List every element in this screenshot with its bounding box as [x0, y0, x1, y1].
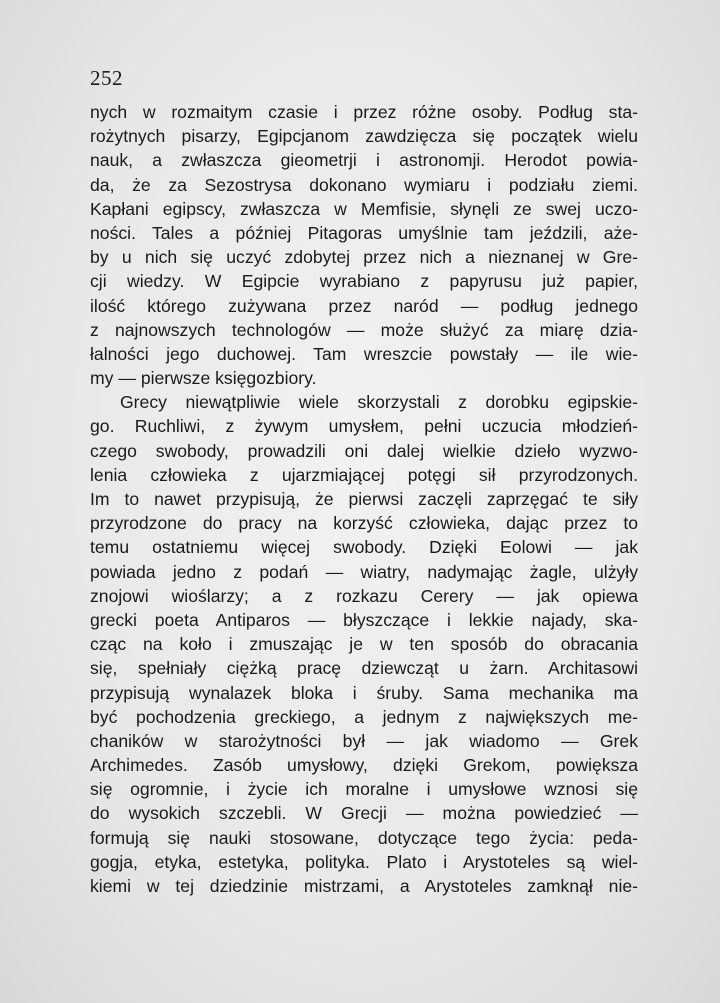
text-line: Kapłani egipscy, zwłaszcza w Memfisie, słynęli ze swej uczo- — [90, 198, 638, 219]
text-line: my — pierwsze księgozbiory. — [90, 368, 317, 389]
text-line: ilość którego zużywana przez naród — podług jednego — [90, 295, 638, 316]
text-line: cji wiedzy. W Egipcie wyrabiano z papyrusu już papier, — [90, 271, 638, 292]
paragraph — [90, 390, 638, 898]
text-line: się ogromnie, i życie ich moralne i umysłowe wznosi się — [90, 779, 638, 800]
text-line: da, że za Sezostrysa dokonano wymiaru i podziału ziemi. — [90, 174, 638, 195]
text-line: ności. Tales a później Pitagoras umyślnie tam jeździli, aże- — [90, 222, 638, 243]
text-line: łalności jego duchowej. Tam wreszcie powstały — ile wie- — [90, 343, 638, 364]
text-line: znojowi wioślarzy; a z rozkazu Cerery — jak opiewa — [90, 585, 638, 606]
text-line: nauk, a zwłaszcza gieometrji i astronomji. Herodot powia- — [90, 150, 638, 171]
text-line: gogja, etyka, estetyka, polityka. Plato i Arystoteles są wiel- — [90, 851, 638, 872]
text-line: temu ostatniemu więcej swobody. Dzięki Eolowi — jak — [90, 537, 638, 558]
text-line: by u nich się uczyć zdobytej przez nich a nieznanej w Gre- — [90, 247, 638, 268]
text-line: z najnowszych technologów — może służyć za miarę dzia- — [90, 319, 638, 340]
text-line: kiemi w tej dziedzinie mistrzami, a Arystoteles zamknął nie- — [90, 876, 638, 896]
text-line: rożytnych pisarzy, Egipcjanom zawdzięcza się początek wielu — [90, 126, 638, 147]
text-line: grecki poeta Antiparos — błyszczące i lekkie najady, ska- — [90, 609, 638, 630]
text-line: powiada jedno z podań — wiatry, nadymając żagle, ulżyły — [90, 561, 638, 582]
text-line: cząc na koło i zmuszając je w ten sposób do obracania — [90, 634, 638, 655]
text-line: go. Ruchliwi, z żywym umysłem, pełni uczucia młodzień- — [90, 416, 638, 437]
text-line: Archimedes. Zasób umysłowy, dzięki Grekom, powiększa — [90, 755, 638, 776]
text-line: przyrodzone do pracy na korzyść człowieka, dając przez to — [90, 513, 638, 534]
text-line: przypisują wynalazek bloka i śruby. Sama mechanika ma — [90, 682, 638, 703]
text-line: nych w rozmaitym czasie i przez różne osoby. Podług sta- — [90, 102, 638, 122]
text-line: czego swobody, prowadzili oni dalej wielkie dzieło wyzwo- — [90, 440, 638, 461]
text-line: się, spełniały ciężką pracę dziewcząt u żarn. Architasowi — [90, 658, 638, 679]
text-line: Im to nawet przypisują, że pierwsi zaczęli zaprzęgać te siły — [90, 489, 638, 509]
text-line: lenia człowieka z ujarzmiającej potęgi sił przyrodzonych. — [90, 464, 638, 485]
text-line: Grecy niewątpliwie wiele skorzystali z dorobku egipskie- — [120, 392, 638, 413]
paragraph — [90, 100, 638, 390]
text-line: chaników w starożytności był — jak wiadomo — Grek — [90, 730, 638, 751]
text-line: formują się nauki stosowane, dotyczące tego życia: peda- — [90, 827, 638, 848]
text-line: do wysokich szczebli. W Grecji — można powiedzieć — — [90, 803, 638, 824]
body-text — [90, 100, 638, 898]
text-line: być pochodzenia greckiego, a jednym z największych me- — [90, 706, 638, 727]
page-number: 252 — [90, 66, 123, 90]
